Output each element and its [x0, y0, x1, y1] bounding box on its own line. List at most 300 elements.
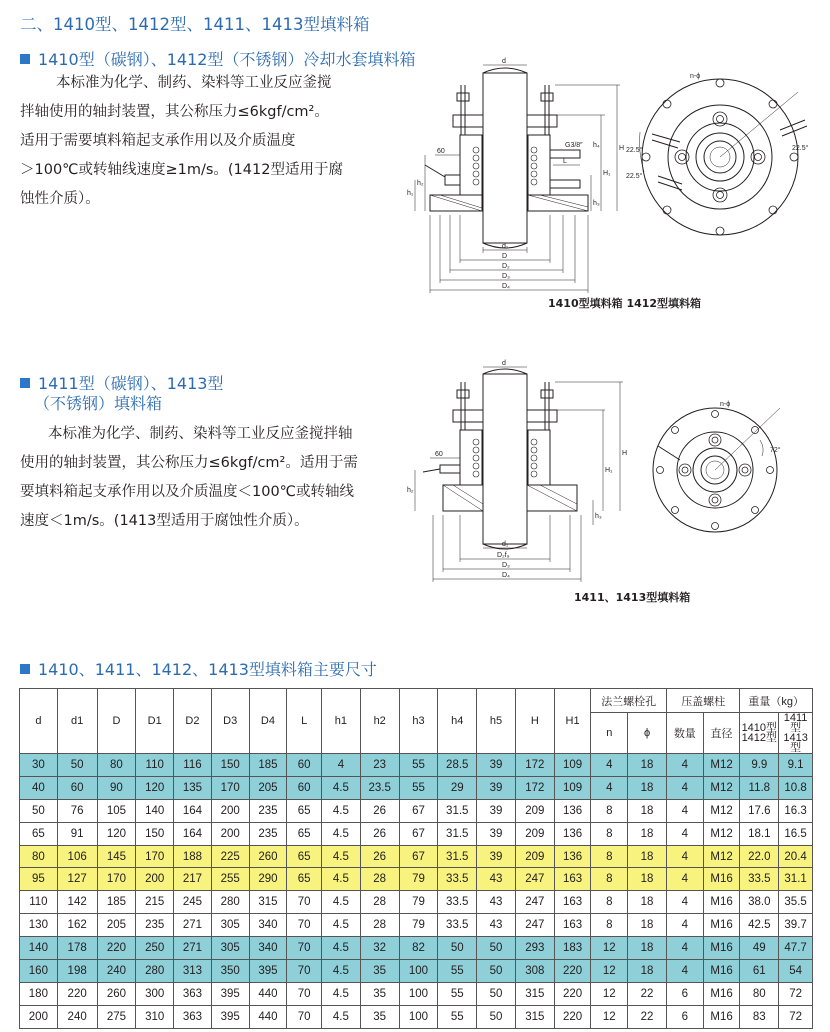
table-cell: 50 [477, 960, 516, 983]
table-cell: 28 [360, 914, 399, 937]
table-cell: 127 [57, 868, 97, 891]
table-cell: 4.5 [322, 1005, 361, 1028]
table-cell: 305 [211, 937, 249, 960]
table-cell: 200 [211, 799, 249, 822]
group-header-weight: 重量（kg） [740, 689, 813, 713]
table-title [20, 657, 377, 680]
table-cell: M12 [703, 776, 740, 799]
plan2-angle-label: 72° [770, 447, 781, 454]
table-cell: 80 [740, 982, 779, 1005]
table-cell: 245 [174, 891, 212, 914]
table-cell: 33.5 [438, 868, 477, 891]
table-cell: 31.5 [438, 799, 477, 822]
dim-60-label: 60 [437, 148, 445, 155]
table-cell: M16 [703, 1005, 740, 1028]
table-cell: 220 [554, 960, 591, 983]
dim2-d-label: d [502, 360, 506, 367]
table-cell: 140 [136, 799, 174, 822]
col-header-d: d [20, 689, 58, 754]
table-cell: 172 [515, 776, 554, 799]
table-cell: 82 [399, 937, 438, 960]
table-cell: 35.5 [779, 891, 813, 914]
table-cell: M16 [703, 891, 740, 914]
col-header-D: D [97, 689, 136, 754]
table-cell: 8 [591, 845, 628, 868]
subsection-1-title-text: 1410型（碳钢）、1412型（不锈钢）冷却水套填料箱 [38, 50, 416, 69]
table-cell: 340 [249, 914, 287, 937]
table-cell: 70 [287, 891, 322, 914]
table-cell: 240 [57, 1005, 97, 1028]
plan1-angle-3-label: 22.5° [792, 145, 809, 152]
table-cell: 95 [20, 868, 58, 891]
plan1-angle-1-label: 22.5° [626, 147, 643, 154]
table-cell: 17.6 [740, 799, 779, 822]
table-cell: 90 [97, 776, 136, 799]
table-cell: 10.8 [779, 776, 813, 799]
table-cell: 440 [249, 1005, 287, 1028]
table-cell: 225 [211, 845, 249, 868]
table-cell: 310 [136, 1005, 174, 1028]
table-cell: 6 [666, 1005, 703, 1028]
table-cell: 39 [477, 776, 516, 799]
dim-H-label: H [619, 145, 625, 152]
table-cell: 170 [97, 868, 136, 891]
table-cell: 4.5 [322, 937, 361, 960]
table-cell: 43 [477, 868, 516, 891]
table-cell: 4 [666, 822, 703, 845]
table-cell: 209 [515, 845, 554, 868]
table-cell: 83 [740, 1005, 779, 1028]
table-cell: 20.4 [779, 845, 813, 868]
table-cell: 200 [211, 822, 249, 845]
plan1-n-label: n-ϕ [690, 73, 701, 80]
table-cell: 72 [779, 982, 813, 1005]
table-cell: 12 [591, 1005, 628, 1028]
table-cell: 33.5 [438, 891, 477, 914]
table-cell: 18 [628, 822, 667, 845]
table-cell: 60 [57, 776, 97, 799]
table-cell: 198 [57, 960, 97, 983]
dim-D4-label: D₄ [502, 283, 510, 290]
table-row [20, 799, 813, 822]
table-cell: 163 [554, 891, 591, 914]
dim2-h3-label: h₃ [595, 513, 602, 520]
table-cell: 395 [249, 960, 287, 983]
table-cell: 23.5 [360, 776, 399, 799]
table-cell: 26 [360, 822, 399, 845]
table-cell: 39 [477, 799, 516, 822]
col-header-D1: D1 [136, 689, 174, 754]
col-header-h3: h3 [399, 689, 438, 754]
table-cell: 49 [740, 937, 779, 960]
table-cell: 65 [20, 822, 58, 845]
table-cell: 120 [136, 776, 174, 799]
table-row [20, 1005, 813, 1028]
table-cell: 395 [211, 1005, 249, 1028]
table-cell: 22 [628, 982, 667, 1005]
table-cell: 9.9 [740, 754, 779, 777]
table-cell: 67 [399, 799, 438, 822]
table-cell: 271 [174, 914, 212, 937]
table-cell: 110 [136, 754, 174, 777]
col-header-flange-n: n [591, 713, 628, 754]
table-cell: 217 [174, 868, 212, 891]
table-cell: 65 [287, 822, 322, 845]
col-header-h1: h1 [322, 689, 361, 754]
table-cell: 160 [20, 960, 58, 983]
desc2-line-3: 要填料箱起支承作用以及介质温度＜100℃或转轴线 [20, 484, 354, 500]
table-cell: 363 [174, 982, 212, 1005]
col-header-D2: D2 [174, 689, 212, 754]
table-cell: 4 [666, 845, 703, 868]
dim-h3-label: h₃ [593, 200, 600, 207]
table-cell: 50 [20, 799, 58, 822]
table-cell: 54 [779, 960, 813, 983]
table-cell: 275 [97, 1005, 136, 1028]
table-cell: 215 [136, 891, 174, 914]
col-header-h4: h4 [438, 689, 477, 754]
dim-h2-label: h₂ [417, 180, 424, 187]
plan1-angle-2-label: 22.5° [626, 173, 643, 180]
table-cell: 65 [287, 868, 322, 891]
table-cell: 150 [211, 754, 249, 777]
dim-D-label: D [502, 253, 508, 260]
subsection-1-title [20, 47, 415, 70]
table-cell: M12 [703, 822, 740, 845]
dim-L-label: L [563, 158, 567, 165]
table-cell: 70 [287, 982, 322, 1005]
dim-d-label: d [502, 58, 506, 65]
table-cell: 70 [287, 937, 322, 960]
table-cell: 30 [20, 754, 58, 777]
desc2-line-1: 本标准为化学、制药、染料等工业反应釜搅拌轴 [48, 426, 353, 442]
dim2-H1-label: H₁ [605, 467, 613, 474]
table-cell: 271 [174, 937, 212, 960]
table-cell: 185 [97, 891, 136, 914]
table-cell: 39.7 [779, 914, 813, 937]
table-cell: 170 [211, 776, 249, 799]
table-cell: 185 [249, 754, 287, 777]
table-cell: M16 [703, 982, 740, 1005]
table-cell: 4.5 [322, 799, 361, 822]
table-cell: 164 [174, 822, 212, 845]
table-cell: 60 [287, 754, 322, 777]
table-cell: 18 [628, 868, 667, 891]
table-cell: 235 [249, 799, 287, 822]
table-cell: 31.5 [438, 822, 477, 845]
table-cell: 23 [360, 754, 399, 777]
table-cell: 47.7 [779, 937, 813, 960]
table-cell: 61 [740, 960, 779, 983]
table-cell: 4 [666, 799, 703, 822]
dim2-D2-label: D₂f₉ [497, 552, 510, 559]
col-header-d1: d1 [57, 689, 97, 754]
table-cell: 11.8 [740, 776, 779, 799]
table-cell: 22 [628, 1005, 667, 1028]
table-cell: 18.1 [740, 822, 779, 845]
table-cell: 65 [287, 845, 322, 868]
table-cell: 16.5 [779, 822, 813, 845]
table-cell: 22.0 [740, 845, 779, 868]
drawing-1-caption: 1410型填料箱 1412型填料箱 [548, 297, 702, 310]
table-cell: 8 [591, 799, 628, 822]
table-cell: 55 [399, 776, 438, 799]
table-cell: 43 [477, 891, 516, 914]
table-cell: 220 [554, 982, 591, 1005]
table-row [20, 822, 813, 845]
table-cell: 72 [779, 1005, 813, 1028]
table-cell: 50 [477, 982, 516, 1005]
table-cell: 300 [136, 982, 174, 1005]
table-cell: 162 [57, 914, 97, 937]
table-cell: M12 [703, 754, 740, 777]
table-cell: 55 [438, 982, 477, 1005]
table-cell: 220 [57, 982, 97, 1005]
table-cell: 18 [628, 845, 667, 868]
table-cell: 200 [136, 868, 174, 891]
table-cell: 39 [477, 845, 516, 868]
table-cell: 205 [97, 914, 136, 937]
table-cell: 70 [287, 1005, 322, 1028]
table-cell: 305 [211, 914, 249, 937]
table-cell: 50 [57, 754, 97, 777]
table-cell: 4 [591, 776, 628, 799]
table-cell: 363 [174, 1005, 212, 1028]
table-cell: 250 [136, 937, 174, 960]
table-row [20, 776, 813, 799]
table-cell: 28.5 [438, 754, 477, 777]
dim2-h2-label: h₂ [407, 487, 414, 494]
table-cell: 247 [515, 891, 554, 914]
table-cell: 55 [399, 754, 438, 777]
group-header-flange-bolt-holes: 法兰螺栓孔 [591, 689, 667, 713]
table-cell: 80 [20, 845, 58, 868]
table-cell: 18 [628, 754, 667, 777]
table-cell: 150 [136, 822, 174, 845]
desc1-line-4: ＞100℃或转轴线速度≥1m/s。(1412型适用于腐 [20, 162, 343, 178]
table-cell: 220 [554, 1005, 591, 1028]
table-cell: 4.5 [322, 914, 361, 937]
table-row [20, 754, 813, 777]
table-row [20, 891, 813, 914]
col-header-L: L [287, 689, 322, 754]
table-cell: 100 [399, 960, 438, 983]
table-cell: 12 [591, 960, 628, 983]
table-cell: 16.3 [779, 799, 813, 822]
table-cell: 136 [554, 845, 591, 868]
table-cell: M16 [703, 937, 740, 960]
table-cell: 79 [399, 914, 438, 937]
table-cell: 235 [249, 822, 287, 845]
table-cell: 4.5 [322, 776, 361, 799]
table-cell: M16 [703, 960, 740, 983]
table-cell: 29 [438, 776, 477, 799]
table-row [20, 960, 813, 983]
table-cell: 315 [515, 1005, 554, 1028]
table-cell: 235 [136, 914, 174, 937]
table-cell: 315 [515, 982, 554, 1005]
desc1-line-3: 适用于需要填料箱起支承作用以及介质温度 [20, 133, 296, 149]
desc1-line-1: 本标准为化学、制药、染料等工业反应釜搅 [56, 75, 332, 91]
table-cell: 100 [399, 982, 438, 1005]
table-cell: 4.5 [322, 982, 361, 1005]
table-cell: 18 [628, 937, 667, 960]
drawing-1410-plan-view [626, 72, 820, 242]
col-header-h2: h2 [360, 689, 399, 754]
table-cell: M12 [703, 799, 740, 822]
table-cell: 350 [211, 960, 249, 983]
table-cell: 4 [666, 914, 703, 937]
table-cell: 38.0 [740, 891, 779, 914]
table-cell: 183 [554, 937, 591, 960]
table-cell: 4.5 [322, 845, 361, 868]
table-cell: 136 [554, 799, 591, 822]
table-cell: 290 [249, 868, 287, 891]
table-cell: 109 [554, 776, 591, 799]
table-cell: 247 [515, 868, 554, 891]
table-cell: 209 [515, 822, 554, 845]
table-cell: 172 [515, 754, 554, 777]
table-cell: 308 [515, 960, 554, 983]
subsection-2-title-line-2: （不锈钢）填料箱 [34, 394, 163, 413]
table-cell: 188 [174, 845, 212, 868]
table-row [20, 982, 813, 1005]
table-cell: 4 [666, 868, 703, 891]
table-cell: 79 [399, 868, 438, 891]
table-cell: 4 [591, 754, 628, 777]
table-cell: 18 [628, 960, 667, 983]
table-cell: 70 [287, 960, 322, 983]
dim-h1-label: h₁ [407, 190, 414, 197]
table-title-text: 1410、1411、1412、1413型填料箱主要尺寸 [38, 660, 377, 679]
table-cell: 65 [287, 799, 322, 822]
dim-d1-label: d₁ [502, 243, 509, 250]
table-cell: 4.5 [322, 960, 361, 983]
table-cell: 220 [97, 937, 136, 960]
table-cell: 4 [666, 776, 703, 799]
table-cell: 340 [249, 937, 287, 960]
table-row [20, 937, 813, 960]
table-cell: 55 [438, 1005, 477, 1028]
col-header-weight-1410-1412: 1410型 1412型 [740, 713, 779, 754]
table-cell: 116 [174, 754, 212, 777]
table-cell: 55 [438, 960, 477, 983]
drawing-1410-section-view [405, 55, 635, 305]
table-cell: 200 [20, 1005, 58, 1028]
dim-h4-label: h₄ [593, 142, 600, 149]
table-cell: M16 [703, 868, 740, 891]
table-cell: 180 [20, 982, 58, 1005]
table-cell: 50 [477, 937, 516, 960]
col-header-gland-qty: 数量 [666, 713, 703, 754]
table-cell: 40 [20, 776, 58, 799]
table-cell: 293 [515, 937, 554, 960]
table-cell: 28 [360, 868, 399, 891]
table-cell: 26 [360, 799, 399, 822]
table-cell: 209 [515, 799, 554, 822]
table-cell: 18 [628, 776, 667, 799]
group-header-gland-studs: 压盖螺柱 [666, 689, 739, 713]
table-body [20, 754, 813, 1029]
table-cell: 120 [97, 822, 136, 845]
table-cell: 8 [591, 822, 628, 845]
table-cell: 105 [97, 799, 136, 822]
table-cell: 80 [97, 754, 136, 777]
table-cell: 35 [360, 960, 399, 983]
col-header-H: H [515, 689, 554, 754]
table-cell: 145 [97, 845, 136, 868]
dim-D2-label: D₂ [502, 263, 510, 270]
table-cell: 313 [174, 960, 212, 983]
table-cell: 18 [628, 914, 667, 937]
col-header-gland-dia: 直径 [703, 713, 740, 754]
section-title: 二、1410型、1412型、1411、1413型填料箱 [20, 15, 370, 34]
table-cell: 42.5 [740, 914, 779, 937]
col-header-D3: D3 [211, 689, 249, 754]
table-cell: 315 [249, 891, 287, 914]
desc1-line-5: 蚀性介质）。 [20, 191, 100, 207]
drawing-2-caption: 1411、1413型填料箱 [574, 591, 691, 604]
dim2-D3-label: D₃ [502, 562, 510, 569]
table-cell: 26 [360, 845, 399, 868]
table-cell: 4 [666, 754, 703, 777]
table-cell: 33.5 [740, 868, 779, 891]
table-cell: 440 [249, 982, 287, 1005]
col-header-D4: D4 [249, 689, 287, 754]
table-cell: 28 [360, 891, 399, 914]
table-cell: 247 [515, 914, 554, 937]
thread-g-label: G3/8″ [565, 142, 583, 149]
table-cell: 4 [666, 937, 703, 960]
subsection-1-description [20, 69, 380, 214]
table-cell: 8 [591, 891, 628, 914]
table-cell: 67 [399, 845, 438, 868]
table-cell: 240 [97, 960, 136, 983]
table-cell: 43 [477, 914, 516, 937]
table-cell: 67 [399, 822, 438, 845]
table-cell: 163 [554, 868, 591, 891]
dim-H1-label: H₁ [603, 170, 611, 177]
bullet-square-icon [20, 664, 30, 674]
col-header-h5: h5 [477, 689, 516, 754]
table-cell: 9.1 [779, 754, 813, 777]
bullet-square-icon [20, 54, 30, 64]
table-cell: 140 [20, 937, 58, 960]
table-cell: 178 [57, 937, 97, 960]
table-cell: 50 [438, 937, 477, 960]
table-cell: 4.5 [322, 868, 361, 891]
table-cell: 4.5 [322, 891, 361, 914]
table-cell: 50 [477, 1005, 516, 1028]
table-cell: 35 [360, 982, 399, 1005]
dim2-60-label: 60 [435, 451, 443, 458]
table-cell: 163 [554, 914, 591, 937]
desc1-line-2: 拌轴使用的轴封装置，其公称压力≤6kgf/cm²。 [20, 104, 329, 120]
table-cell: 76 [57, 799, 97, 822]
table-cell: 130 [20, 914, 58, 937]
plan2-n-label: n-ϕ [720, 401, 731, 408]
table-cell: 136 [554, 822, 591, 845]
col-header-H1: H1 [554, 689, 591, 754]
table-cell: 4 [322, 754, 361, 777]
desc2-line-2: 使用的轴封装置，其公称压力≤6kgf/cm²。适用于需 [20, 455, 358, 471]
table-cell: 100 [399, 1005, 438, 1028]
col-header-weight-1411-1413: 1411型 1413型 [779, 713, 813, 754]
table-cell: 109 [554, 754, 591, 777]
table-cell: 142 [57, 891, 97, 914]
table-cell: 280 [136, 960, 174, 983]
table-cell: 4.5 [322, 822, 361, 845]
